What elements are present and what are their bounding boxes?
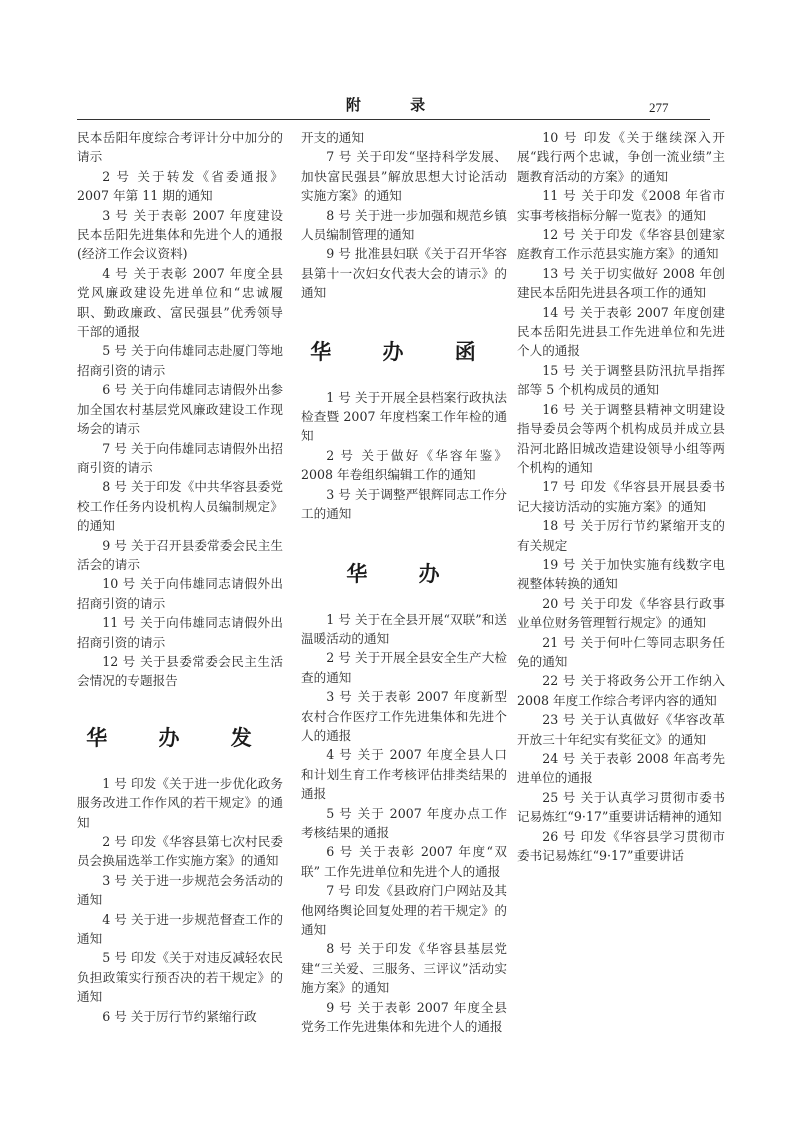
list-item: 26 号 印发《华容县学习贯彻市委书记易炼红“9·17”重要讲话: [517, 828, 725, 864]
list-item: 9 号 关于表彰 2007 年度全县党务工作先进集体和先进个人的通报: [301, 999, 507, 1035]
column-left: [77, 128, 283, 1026]
list-item: 4 号 关于表彰 2007 年度全县党风廉政建设先进单位和“忠诚履职、勤政廉政、富民强县”优秀领导干部的通报: [77, 265, 283, 340]
list-item: 15 号 关于调整县防汛抗旱指挥部等 5 个机构成员的通知: [517, 362, 725, 398]
list-item: 5 号 关于向伟雄同志赴厦门等地招商引资的请示: [77, 343, 283, 378]
list-item: 20 号 关于印发《华容县行政事业单位财务管理暂行规定》的通知: [517, 595, 725, 631]
list-item: 3 号 关于调整严银辉同志工作分工的通知: [301, 486, 507, 522]
list-item: 21 号 关于何叶仁等同志职务任免的通知: [517, 634, 725, 669]
list-item: 3 号 关于表彰 2007 年度新型农村合作医疗工作先进集体和先进个人的通报: [301, 689, 507, 743]
list-item: 10 号 印发《关于继续深入开展“践行两个忠诚，争创一流业绩”主题教育活动的方案》的通知: [517, 130, 725, 184]
list-item: 13 号 关于切实做好 2008 年创建民本岳阳先进县各项工作的通知: [517, 265, 725, 301]
list-item: 8 号 关于印发《中共华容县委党校工作任务内设机构人员编制规定》的通知: [77, 479, 283, 534]
page-header-title: 附 录: [345, 96, 448, 114]
list-item: 5 号 印发《关于对违反减轻农民负担政策实行预否决的若干规定》的通知: [77, 950, 283, 1005]
list-item: 9 号 批准县妇联《关于召开华容县第十一次妇女代表大会的请示》的通知: [301, 246, 507, 301]
list-item: 8 号 关于印发《华容县基层党建“三关爱、三服务、三评议”活动实施方案》的通知: [301, 941, 507, 996]
list-item: 24 号 关于表彰 2008 年高考先进单位的通报: [517, 751, 725, 786]
list-item: 3 号 关于表彰 2007 年度建设民本岳阳先进集体和先进个人的通报(经济工作会议资料): [77, 207, 283, 262]
column-middle: [301, 128, 507, 1036]
list-item: 4 号 关于 2007 年度全县人口和计划生育工作考核评估排类结果的通报: [301, 747, 507, 802]
list-item: 民本岳阳年度综合考评计分中加分的请示: [77, 130, 283, 165]
list-item: 6 号 关于向伟雄同志请假外出参加全国农村基层党风廉政建设工作现场会的请示: [77, 382, 283, 437]
list-item: 2 号 关于开展全县安全生产大检查的通知: [301, 650, 507, 685]
list-item: 11 号 关于向伟雄同志请假外出招商引资的请示: [77, 615, 283, 650]
list-item: 1 号 关于在全县开展“双联”和送温暖活动的通知: [301, 611, 507, 646]
list-item: 2 号 印发《华容县第七次村民委员会换届选举工作实施方案》的通知: [77, 834, 283, 869]
list-item: 19 号 关于加快实施有线数字电视整体转换的通知: [517, 556, 725, 592]
list-item: 2 号 关于转发《省委通报》2007 年第 11 期的通知: [77, 168, 283, 204]
list-item: 6 号 关于厉行节约紧缩行政: [102, 1008, 257, 1024]
header-rule: [77, 119, 710, 120]
list-item: 2 号 关于做好《华容年鉴》2008 年卷组织编辑工作的通知: [301, 447, 507, 483]
column-right: [517, 128, 725, 865]
list-item: 25 号 关于认真学习贯彻市委书记易炼红“9·17”重要讲话精神的通知: [517, 789, 725, 825]
list-item: 10 号 关于向伟雄同志请假外出招商引资的请示: [77, 576, 283, 611]
list-item: 23 号 关于认真做好《华容改革开放三十年纪实有奖征文》的通知: [517, 712, 725, 747]
list-item: 3 号 关于进一步规范会务活动的通知: [77, 872, 283, 908]
list-item: 22 号 关于将政务公开工作纳入 2008 年度工作综合考评内容的通知: [517, 673, 725, 708]
list-item: 12 号 关于县委常委会民主生活会情况的专题报告: [77, 653, 283, 689]
list-item: 4 号 关于进一步规范督查工作的通知: [77, 911, 283, 947]
list-item: 12 号 关于印发《华容县创建家庭教育工作示范县实施方案》的通知: [517, 227, 725, 262]
list-item: 7 号 关于向伟雄同志请假外出招商引资的请示: [77, 440, 283, 475]
section-heading: 华 办 发: [86, 725, 274, 750]
list-item: 1 号 印发《关于进一步优化政务服务改进工作作风的若干规定》的通知: [77, 775, 283, 830]
list-item: 5 号 关于 2007 年度办点工作考核结果的通报: [301, 805, 507, 840]
list-item: 16 号 关于调整县精神文明建设指导委员会等两个机构成员并成立县沿河北路旧城改造建设领导小组等两个机构的通知: [517, 401, 725, 475]
list-item: 1 号 关于开展全县档案行政执法检查暨 2007 年度档案工作年检的通知: [301, 389, 507, 444]
list-item: 6 号 关于表彰 2007 年度“双联” 工作先进单位和先进个人的通报: [301, 844, 507, 879]
list-item: 17 号 印发《华容县开展县委书记大接访活动的实施方案》的通知: [517, 479, 725, 514]
list-item: 7 号 关于印发“坚持科学发展、加快富民强县”解放思想大讨论活动实施方案》的通知: [301, 149, 507, 204]
page-number: 277: [649, 100, 669, 115]
list-item: 11 号 关于印发《2008 年省市实事考核指标分解一览表》的通知: [517, 188, 725, 223]
list-item: 8 号 关于进一步加强和规范乡镇人员编制管理的通知: [301, 207, 507, 243]
list-item: 7 号 印发《县政府门户网站及其他网络舆论回复处理的若干规定》的通知: [301, 883, 507, 937]
list-item: 开支的通知: [301, 130, 364, 145]
list-item: 18 号 关于厉行节约紧缩开支的有关规定: [517, 518, 725, 553]
list-item: 14 号 关于表彰 2007 年度创建民本岳阳先进县工作先进单位和先进个人的通报: [517, 304, 725, 359]
list-item: 9 号 关于召开县委常委会民主生活会的请示: [77, 537, 283, 572]
section-heading: 华 办: [346, 561, 462, 586]
section-heading: 华 办 函: [310, 339, 498, 364]
